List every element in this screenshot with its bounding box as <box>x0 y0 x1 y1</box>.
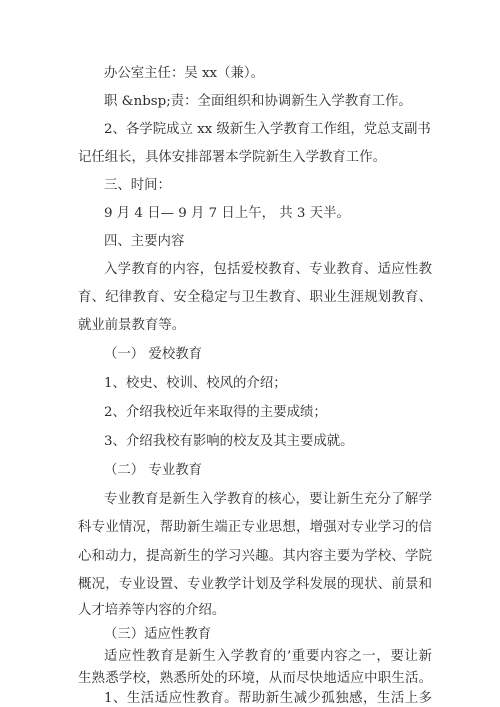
line-text: 概况，专业设置、专业教学计划及学科发展的现状、前景和 <box>78 577 432 592</box>
line-text: 2、各学院成立 xx 级新生入学教育工作组，党总支副书 <box>104 122 431 137</box>
line-text: 生熟悉学校，熟悉所处的环境，从而尽快地适应中职生活。 <box>78 671 432 686</box>
line-text: （二） 专业教育 <box>104 463 202 478</box>
text-line <box>0 314 500 338</box>
text-line <box>0 258 500 282</box>
line-text: 适应性教育是新生入学教育的’重要内容之一，要让新 <box>104 649 432 664</box>
text-line <box>0 146 500 170</box>
text-line <box>0 545 500 569</box>
line-text: 9 月 4 日— 9 月 7 日上午， 共 3 天半。 <box>104 206 350 221</box>
text-line <box>0 646 500 668</box>
text-line <box>0 202 500 226</box>
text-line <box>0 230 500 254</box>
line-text: 四、主要内容 <box>104 234 185 249</box>
text-line <box>0 430 500 454</box>
text-line <box>0 118 500 142</box>
text-line <box>0 174 500 198</box>
text-line <box>0 600 500 622</box>
text-line <box>0 90 500 114</box>
line-text: 育、纪律教育、安全稳定与卫生教育、职业生涯规划教育、 <box>78 290 432 305</box>
line-text: （三）适应性教育 <box>104 627 212 642</box>
line-text: 办公室主任：吴 xx（兼）。 <box>104 66 264 81</box>
line-text: 职 &nbsp;责：全面组织和协调新生入学教育工作。 <box>104 94 412 109</box>
text-line <box>0 372 500 396</box>
line-text: 人才培养等内容的介绍。 <box>78 603 226 618</box>
line-text: 入学教育的内容，包括爱校教育、专业教育、适应性教 <box>104 262 432 277</box>
line-text: 三、时间： <box>104 178 171 193</box>
line-text: 3、介绍我校有影响的校友及其主要成就。 <box>104 434 354 449</box>
line-text: 科专业情况，帮助新生端正专业思想，增强对专业学习的信 <box>78 520 432 535</box>
text-line <box>0 62 500 86</box>
text-line <box>0 668 500 690</box>
line-text: 1、校史、校训、校风的介绍； <box>104 376 287 391</box>
line-text: （一） 爱校教育 <box>104 347 202 362</box>
line-text: 专业教育是新生入学教育的核心，要让新生充分了解学 <box>104 492 432 507</box>
text-line <box>0 286 500 310</box>
text-line <box>0 516 500 540</box>
text-line <box>0 573 500 597</box>
line-text: 1、生活适应性教育。帮助新生减少孤独感，生活上多 <box>104 691 432 706</box>
line-text: 记任组长，具体安排部署本学院新生入学教育工作。 <box>78 150 386 165</box>
text-line <box>0 488 500 512</box>
line-text: 2、介绍我校近年来取得的主要成绩； <box>104 405 327 420</box>
line-text: 就业前景教育等。 <box>78 318 186 333</box>
text-line <box>0 401 500 425</box>
text-line <box>0 690 500 707</box>
text-line <box>0 624 500 646</box>
text-line <box>0 343 500 367</box>
line-text: 心和动力，提高新生的学习兴趣。其内容主要为学校、学院 <box>78 549 432 564</box>
text-line <box>0 459 500 483</box>
